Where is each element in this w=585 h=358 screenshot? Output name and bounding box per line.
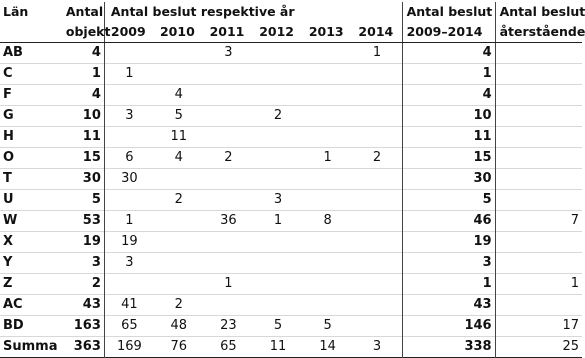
cell-year-0: 41 [121,297,138,312]
cell-year-0: 3 [125,108,134,123]
cell-year-4 [303,43,353,64]
table-row [0,295,582,316]
cell-objekt: 1 [58,64,105,85]
cell-year-4 [303,190,353,211]
cell-remaining [495,106,582,127]
cell-year-1: 4 [174,87,183,102]
cell-year-0 [104,274,154,295]
cell-year-1 [154,211,204,232]
cell-year-1 [154,232,204,253]
cell-year-4 [303,169,353,190]
cell-year-5: 2 [352,148,402,169]
cell-year-2 [204,127,254,148]
cell-objekt: 5 [58,190,105,211]
cell-year-5 [352,169,402,190]
cell-year-4 [303,274,353,295]
header-year-2009: 2009 [104,22,154,43]
cell-year-1 [154,43,204,64]
cell-year-3: 5 [273,318,283,333]
cell-year-1: 4 [174,150,183,165]
cell-year-2: 23 [220,318,237,333]
cell-remaining [495,190,582,211]
table-row [0,43,582,64]
cell-total: 1 [402,64,495,85]
cell-year-1: 48 [170,318,188,333]
cell-remaining [495,295,582,316]
table-header [0,2,585,43]
cell-year-5 [352,232,402,253]
cell-objekt: 4 [58,85,105,106]
cell-year-1: 5 [174,108,183,123]
cell-remaining [495,253,582,274]
cell-year-5 [352,64,402,85]
cell-year-5 [352,295,402,316]
cell-year-4 [303,232,353,253]
cell-total: 19 [402,232,495,253]
cell-year-4 [303,295,353,316]
cell-year-3 [253,85,303,106]
table-row [0,190,582,211]
cell-total: 30 [402,169,495,190]
cell-remaining [495,148,582,169]
cell-objekt: 363 [58,337,105,358]
cell-objekt: 11 [58,127,105,148]
cell-year-3 [253,232,303,253]
cell-year-0: 30 [121,171,138,186]
cell-objekt: 3 [58,253,105,274]
cell-year-4: 8 [323,213,332,228]
cell-year-3 [253,127,303,148]
cell-lan: C [3,66,13,81]
cell-year-4 [303,253,353,274]
header-total-line2: 2009–2014 [402,22,495,43]
cell-year-4 [303,64,353,85]
cell-lan: AC [3,297,23,312]
cell-year-1 [154,64,204,85]
table-row [0,274,582,295]
cell-year-2 [204,106,254,127]
cell-lan: T [3,171,12,186]
cell-lan: O [3,150,15,165]
cell-year-5: 1 [352,43,402,64]
cell-total: 4 [402,43,495,64]
cell-year-2: 2 [224,150,233,165]
cell-year-3 [253,295,303,316]
cell-year-5 [352,253,402,274]
table-row [0,169,582,190]
cell-year-3: 1 [273,213,283,228]
header-remaining-line1: Antal beslut [499,4,585,19]
cell-year-2 [204,85,254,106]
cell-remaining: 1 [570,276,579,291]
cell-year-1: 2 [174,297,183,312]
header-antal-line1: Antal [58,2,105,22]
cell-year-0: 169 [117,339,142,354]
cell-objekt: 15 [58,148,105,169]
cell-year-3 [253,148,303,169]
cell-year-2: 65 [220,339,237,354]
cell-year-1 [154,253,204,274]
table-row [0,64,582,85]
cell-year-5 [352,274,402,295]
cell-year-3 [253,43,303,64]
cell-year-1 [154,169,204,190]
cell-year-5 [352,127,402,148]
cell-year-3 [253,64,303,85]
cell-objekt: 19 [58,232,105,253]
cell-year-4 [303,127,353,148]
cell-year-2 [204,253,254,274]
cell-remaining [495,43,582,64]
decisions-table [0,2,585,358]
cell-objekt: 10 [58,106,105,127]
cell-total: 15 [402,148,495,169]
table-row [0,253,582,274]
cell-lan: Z [3,276,13,291]
cell-year-0: 3 [125,255,134,270]
cell-objekt: 43 [58,295,105,316]
header-year-2014: 2014 [352,22,402,43]
cell-year-5 [352,211,402,232]
cell-remaining: 25 [562,339,579,354]
cell-year-4 [303,85,353,106]
header-group-years: Antal beslut respektive år [104,2,402,22]
cell-year-4: 5 [323,318,332,333]
cell-year-5: 3 [352,337,402,358]
cell-year-0: 1 [125,66,134,81]
header-antal-line2: objekt [58,22,105,43]
cell-lan: U [3,192,14,207]
cell-year-1: 2 [174,192,183,207]
header-year-2013: 2013 [303,22,353,43]
cell-year-2 [204,64,254,85]
cell-year-0: 6 [125,150,134,165]
cell-objekt: 4 [58,43,105,64]
cell-total: 46 [402,211,495,232]
cell-year-2: 3 [224,45,233,60]
cell-year-0 [104,190,154,211]
header-year-2010: 2010 [154,22,204,43]
header-lan-blank [0,22,58,43]
cell-lan: AB [3,45,23,60]
summary-row [0,337,582,358]
cell-year-0 [104,85,154,106]
cell-year-2 [204,295,254,316]
table-row [0,232,582,253]
cell-objekt: 53 [58,211,105,232]
header-year-2012: 2012 [253,22,303,43]
cell-year-2 [204,190,254,211]
cell-year-4: 14 [319,339,336,354]
cell-year-2 [204,232,254,253]
header-row-2 [0,22,582,43]
table-row [0,106,582,127]
cell-lan: H [3,129,14,144]
cell-year-4: 1 [323,150,332,165]
cell-total: 146 [402,316,495,337]
cell-total: 3 [402,253,495,274]
cell-objekt: 163 [58,316,105,337]
cell-total: 5 [402,190,495,211]
cell-year-1 [154,274,204,295]
cell-year-3 [253,253,303,274]
header-row-1 [0,2,582,22]
cell-lan: F [3,87,12,102]
cell-remaining [495,85,582,106]
cell-lan: G [3,108,14,123]
cell-lan: Y [3,255,13,270]
cell-year-0 [104,43,154,64]
cell-remaining [495,127,582,148]
cell-remaining [495,232,582,253]
cell-year-3 [253,274,303,295]
cell-year-0 [104,127,154,148]
cell-year-2: 1 [224,276,233,291]
cell-year-5 [352,106,402,127]
cell-total: 11 [402,127,495,148]
cell-objekt: 30 [58,169,105,190]
cell-year-1: 76 [170,339,188,354]
header-year-2011: 2011 [204,22,254,43]
cell-year-5 [352,190,402,211]
cell-year-4 [303,106,353,127]
cell-year-0: 19 [121,234,138,249]
cell-total: 338 [402,337,495,358]
cell-lan: Summa [3,339,58,354]
cell-year-2 [204,169,254,190]
cell-remaining: 17 [562,318,579,333]
cell-total: 10 [402,106,495,127]
table-row [0,316,582,337]
cell-year-1: 11 [170,129,188,144]
cell-lan: X [3,234,14,249]
header-total-line1: Antal beslut [402,2,495,22]
table-row [0,127,582,148]
cell-year-3: 2 [273,108,283,123]
cell-year-2: 36 [220,213,237,228]
cell-lan: BD [3,318,24,333]
cell-year-0: 1 [125,213,134,228]
cell-remaining [495,64,582,85]
cell-lan: W [3,213,18,228]
cell-year-5 [352,316,402,337]
table-body [0,43,582,358]
cell-total: 43 [402,295,495,316]
header-lan: Län [3,4,29,19]
cell-remaining: 7 [570,213,579,228]
cell-remaining [495,169,582,190]
cell-year-3: 3 [273,192,283,207]
table-row [0,148,582,169]
cell-year-0: 65 [121,318,138,333]
cell-year-3 [253,169,303,190]
cell-year-5 [352,85,402,106]
cell-total: 4 [402,85,495,106]
cell-objekt: 2 [58,274,105,295]
table-row [0,85,582,106]
header-remaining-line2: återstående [495,22,582,43]
cell-year-3: 11 [269,339,287,354]
cell-total: 1 [402,274,495,295]
table-row [0,211,582,232]
